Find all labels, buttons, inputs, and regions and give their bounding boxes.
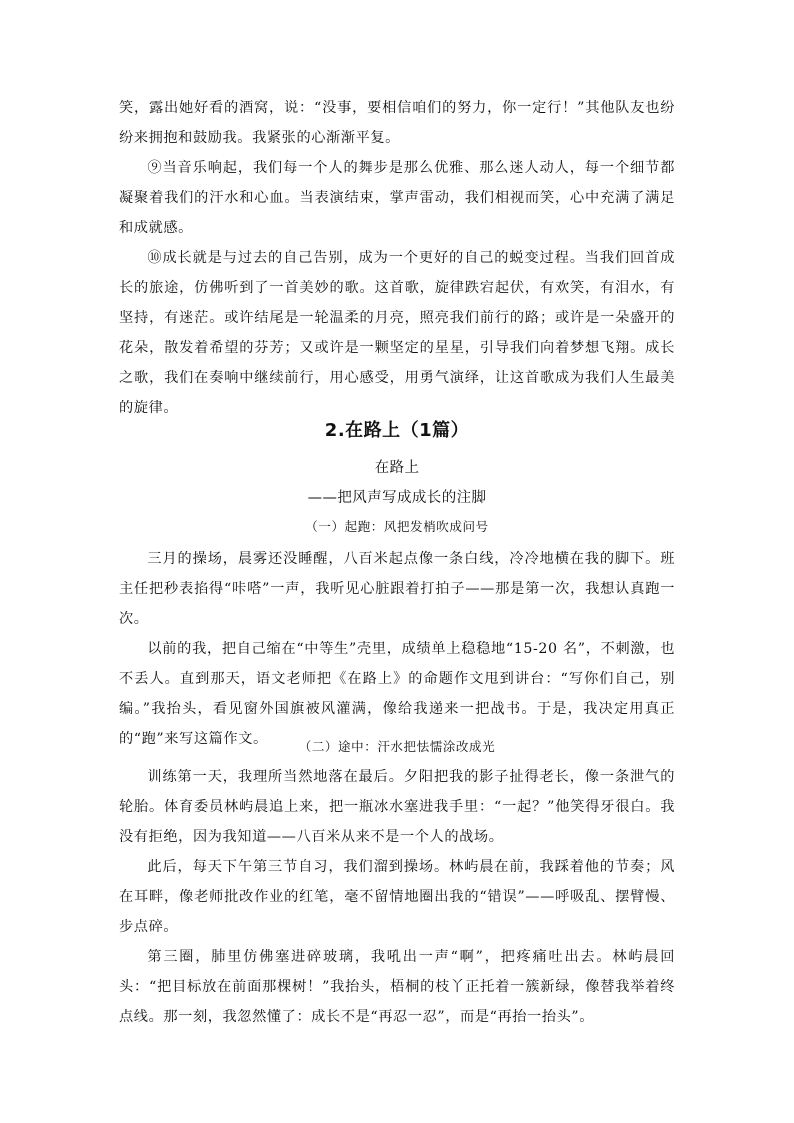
top-text-block	[119, 93, 675, 423]
paragraph-continuation: 笑，露出她好看的酒窝，说：“没事，要相信咱们的努力，你一定行！”其他队友也纷纷来拥抱和鼓励我。我紧张的心渐渐平复。	[119, 100, 675, 146]
part1-paragraph: 以前的我，把自己缩在“中等生”壳里，成绩单上稳稳地“15-20 名”，不刺激，也不丢人。直到那天，语文老师把《在路上》的命题作文甩到讲台：“写你们自己，别编。”我抬头，看见窗外国旗被风灌满，像给我递来一把战书。于是，我决定用真正的“跑”来写这篇作文。	[119, 641, 675, 747]
part2-paragraph: 此后，每天下午第三节自习，我们溜到操场。林屿晨在前，我踩着他的节奏；风在耳畔，像老师批改作业的红笔，毫不留情地圈出我的“错误”——呼吸乱、摆臂慢、步点碎。	[119, 859, 675, 935]
part2-heading: （二）途中：汗水把怯懦涂改成光	[298, 739, 496, 754]
essay-subtitle: ——把风声写成成长的注脚	[307, 490, 487, 506]
part2-text-block	[119, 762, 675, 1032]
part1-text-block	[119, 544, 675, 754]
part1-paragraph: 三月的操场，晨雾还没睡醒，八百米起点像一条白线，冷冷地横在我的脚下。班主任把秒表掐得“咔嗒”一声，我听见心脏跟着打拍子——那是第一次，我想认真跑一次。	[119, 551, 675, 627]
part1-heading: （一）起跑：风把发梢吹成问号	[305, 519, 489, 534]
section-title: 2.在路上（1篇）	[324, 420, 470, 441]
part2-paragraph: 训练第一天，我理所当然地落在最后。夕阳把我的影子扯得老长，像一条泄气的轮胎。体育委员林屿晨追上来，把一瓶冰水塞进我手里：“一起？”他笑得牙很白。我没有拒绝，因为我知道——八百米从来不是一个人的战场。	[119, 769, 675, 845]
part2-paragraph: 第三圈，肺里仿佛塞进碎玻璃，我吼出一声“啊”，把疼痛吐出去。林屿晨回头：“把目标放在前面那棵树！”我抬头，梧桐的枝丫正托着一簇新绿，像替我举着终点线。那一刻，我忽然懂了：成长不是“再忍一忍”，而是“再抬一抬头”。	[119, 949, 675, 1025]
paragraph-9: ⑨当音乐响起，我们每一个人的舞步是那么优雅、那么迷人动人，每一个细节都凝聚着我们的汗水和心血。当表演结束，掌声雷动，我们相视而笑，心中充满了满足和成就感。	[119, 160, 675, 236]
essay-title: 在路上	[374, 460, 420, 476]
paragraph-10: ⑩成长就是与过去的自己告别，成为一个更好的自己的蜕变过程。当我们回首成长的旅途，仿佛听到了一首美妙的歌。这首歌，旋律跌宕起伏，有欢笑，有泪水，有坚持，有迷茫。或许结尾是一轮温柔的月亮，照亮我们前行的路；或许是一朵盛开的花朵，散发着希望的芬芳；又或许是一颗坚定的星星，引导我们向着梦想飞翔。成长之歌，我们在奏响中继续前行，用心感受，用勇气演绎，让这首歌成为我们人生最美的旋律。	[119, 250, 675, 416]
